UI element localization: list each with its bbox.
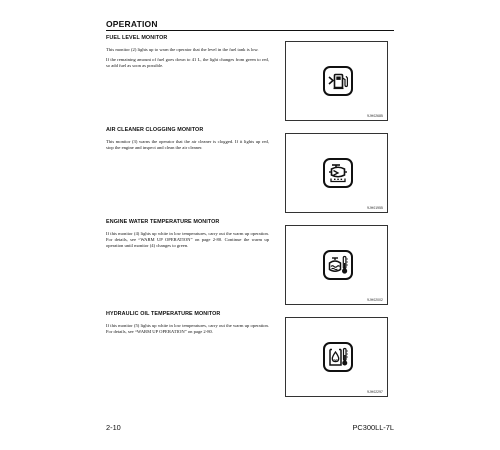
figure-panel — [285, 133, 388, 213]
figure-panel — [285, 317, 388, 397]
figure-code: 9JH02297 — [367, 390, 383, 394]
section-title: AIR CLEANER CLOGGING MONITOR — [106, 127, 204, 133]
hydraulic-oil-temperature-icon — [323, 342, 353, 372]
paragraph: If the remaining amount of fuel goes down to 41 L, the light changes from green to red, so add fuel as soon as possible. — [106, 57, 269, 69]
figure-panel — [285, 41, 388, 121]
page-title: OPERATION — [106, 19, 158, 29]
section-body — [106, 323, 269, 339]
model-name: PC300LL-7L — [352, 423, 394, 432]
paragraph: This monitor (2) lights up to warn the operator that the level in the fuel tank is low. — [106, 47, 259, 52]
paragraph: If this monitor (5) lights up white in low temperatures, carry out the warm up operation. For details, see “WARM UP OPERATION” on page 2-80. — [106, 323, 269, 335]
paragraph: This monitor (3) warns the operator that the air cleaner is clogged. If it lights up red, stop the engine and inspect and clean the air cleaner. — [106, 139, 269, 151]
air-cleaner-icon — [323, 158, 353, 188]
section-body — [106, 47, 269, 73]
section-title: HYDRAULIC OIL TEMPERATURE MONITOR — [106, 311, 221, 317]
figure-code: 9JH01955 — [367, 206, 383, 210]
section-body — [106, 139, 269, 155]
page-header — [106, 19, 394, 31]
section-title: ENGINE WATER TEMPERATURE MONITOR — [106, 219, 220, 225]
figure-panel — [285, 225, 388, 305]
page-number: 2-10 — [106, 423, 121, 432]
figure-code: 9JH02685 — [367, 114, 383, 118]
section-body — [106, 231, 269, 253]
figure-code: 9JH02002 — [367, 298, 383, 302]
section-title: FUEL LEVEL MONITOR — [106, 35, 168, 41]
coolant-temperature-icon — [323, 250, 353, 280]
fuel-pump-icon — [323, 66, 353, 96]
paragraph: If this monitor (4) lights up white in low temperatures, carry out the warm up operation. For details, see “WARM UP OPERATION” on page 2-80. Continue the warm up operation until monitor (4) changes to green. — [106, 231, 269, 249]
